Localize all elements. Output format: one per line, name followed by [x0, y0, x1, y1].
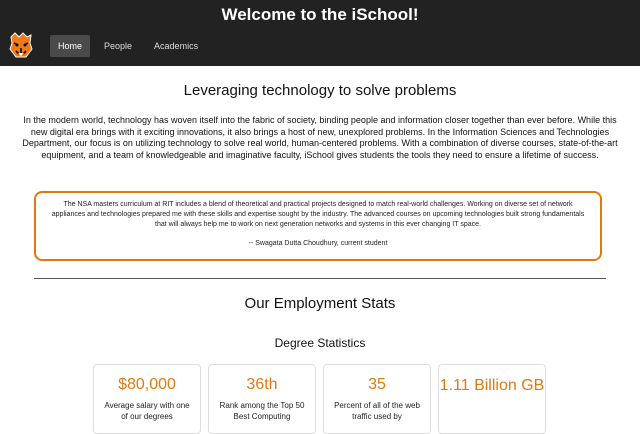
stat-value: 35 — [368, 376, 386, 393]
stat-description: Percent of all of the web traffic used by — [334, 401, 420, 421]
stat-value: 1.11 Billion GB — [439, 377, 545, 394]
stat-card-data — [438, 364, 546, 434]
stat-description: Average salary with one of our degrees — [104, 401, 190, 421]
stat-card-traffic — [323, 364, 431, 434]
page-heading: Leveraging technology to solve problems — [183, 82, 457, 99]
stat-value: 36th — [246, 376, 278, 393]
testimonial-box — [34, 191, 602, 261]
site-title: Welcome to the iSchool! — [221, 5, 419, 24]
nav-home[interactable]: Home — [50, 35, 90, 57]
main-nav — [50, 35, 212, 57]
degree-stats-heading: Degree Statistics — [274, 336, 366, 350]
stat-card-rank — [208, 364, 316, 434]
stat-card-salary — [93, 364, 201, 434]
stat-description: Rank among the Top 50 Best Computing — [219, 401, 305, 421]
employment-stats-heading: Our Employment Stats — [244, 295, 396, 312]
nav-people[interactable]: People — [104, 41, 133, 51]
stat-value: $80,000 — [118, 376, 176, 393]
site-header — [0, 0, 640, 66]
tiger-logo-icon[interactable] — [8, 31, 34, 59]
section-divider — [34, 278, 606, 279]
testimonial-attribution: -- Swagata Dutta Choudhury, current student — [248, 240, 388, 247]
intro-paragraph: In the modern world, technology has woven itself into the fabric of society, binding people and information closer together than ever before. While this new digital era brings with it exciting innovations, it also brings a host of new, unexplored problems. In the Information Sciences and Technologies Department, our focus is on utilizing technology to solve real world, human-centered problems. With a combination of diverse courses, state-of-the-art equipment, and a team of knowledgeable and imaginative faculty, iSchool gives students the tools they need to ensure a lifetime of success. — [22, 115, 618, 160]
testimonial-text: The NSA masters curriculum at RIT includes a blend of theoretical and practical projects designed to match real-world challenges. Working on diverse set of network appliances and technologies prepared me with these skills and expertise sought by the industry. The advanced courses on upcoming technologies built strong fundamentals that will always help me to work on next generation networks and systems in this ever changing IT space. — [51, 201, 585, 228]
nav-academics[interactable]: Academics — [154, 41, 199, 51]
